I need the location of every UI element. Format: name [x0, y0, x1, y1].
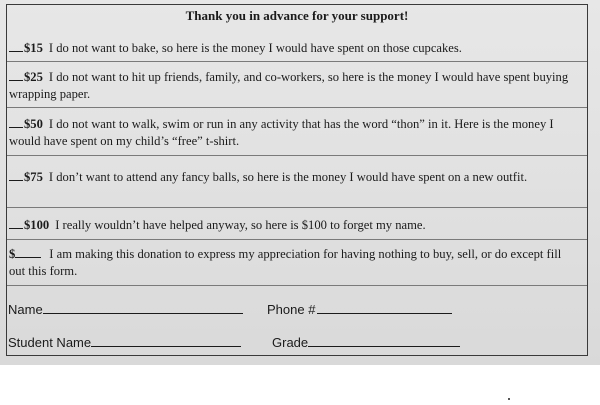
phone-field [267, 301, 452, 317]
divider [7, 155, 587, 156]
phone-input-line[interactable] [317, 301, 452, 314]
checkbox-blank[interactable] [9, 39, 23, 52]
option-amount: $25 [24, 70, 43, 84]
checkbox-blank[interactable] [9, 216, 23, 229]
divider [7, 239, 587, 240]
option-amount: $75 [24, 170, 43, 184]
divider [7, 61, 587, 62]
student-name-field [8, 334, 241, 350]
checkbox-blank[interactable] [9, 168, 23, 181]
option-text: I do not want to walk, swim or run in any activity that has the word “thon” in it. Here is the money I would have spent on my child’s “free” t-shirt. [9, 117, 554, 148]
name-field [8, 301, 243, 317]
option-amount: $50 [24, 117, 43, 131]
option-amount: $15 [24, 41, 43, 55]
divider [7, 285, 587, 286]
option-custom [9, 245, 579, 280]
option-text: I don’t want to attend any fancy balls, so here is the money I would have spent on a new outfit. [48, 170, 528, 184]
name-label: Name [8, 302, 43, 317]
checkbox-blank[interactable] [9, 115, 23, 128]
divider [7, 207, 587, 208]
option-text: I do not want to bake, so here is the money I would have spent on those cupcakes. [48, 41, 462, 55]
option-100 [9, 216, 579, 234]
checkbox-blank[interactable] [9, 68, 23, 81]
grade-field [272, 334, 460, 350]
option-15 [9, 39, 579, 57]
form-title: Thank you in advance for your support! [185, 8, 409, 23]
option-amount: $100 [24, 218, 50, 232]
option-50 [9, 115, 579, 150]
grade-label: Grade [272, 335, 309, 350]
phone-label: Phone # [267, 302, 316, 317]
speck [508, 398, 510, 400]
donation-form [6, 4, 588, 356]
option-75 [9, 168, 579, 186]
student-name-input-line[interactable] [91, 334, 241, 347]
name-input-line[interactable] [43, 301, 243, 314]
option-text: I am making this donation to express my appreciation for having nothing to buy, sell, or do except fill out this form. [9, 247, 562, 278]
amount-blank[interactable] [15, 245, 41, 258]
option-text: I do not want to hit up friends, family, and co-workers, so here is the money I would have spent buying wrapping paper. [9, 70, 569, 101]
option-amount: $ [9, 247, 16, 261]
option-text: I really wouldn’t have helped anyway, so here is $100 to forget my name. [55, 218, 426, 232]
student-name-label: Student Name [8, 335, 92, 350]
grade-input-line[interactable] [308, 334, 460, 347]
option-25 [9, 68, 579, 103]
divider [7, 107, 587, 108]
